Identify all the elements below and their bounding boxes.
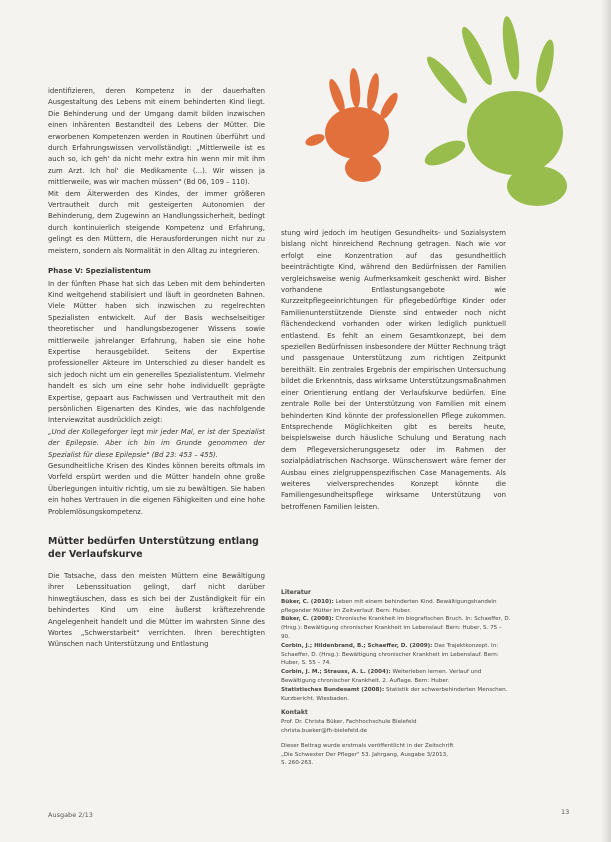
references-block <box>281 589 511 768</box>
section-heading: Mütter bedürfen Unterstützung entlang der Verlaufskurve <box>48 536 259 560</box>
phase5-heading: Phase V: Spezialistentum <box>48 266 151 276</box>
contact-title: Kontakt <box>281 709 308 717</box>
green-handprint <box>421 15 567 206</box>
reference-entry: Corbin, J.; Hildenbrand, B.; Schaeffer, D. (2009): Das Trajektkonzept. In: Schaeffer, D. (Hrsg.): Bewältigung chronischer Krankheit im Lebenslauf. Bern: Huber, S. 55 – 74. <box>281 642 499 667</box>
paper-edge-shadow <box>601 0 611 842</box>
body-paragraph: Gesundheitliche Krisen des Kindes können bereits oftmals im Vorfeld erspürt werden und die Mütter handeln ohne große Überlegungen intuitiv richtig, um sie zu bewältigen. Sie haben ein hohes Vertrauen in die eigenen Fähigkeiten und eine hohe Problemlösungskompetenz. <box>48 462 265 516</box>
interview-quote: „Und der Kollegeforger legt mir jeder Mal, er ist der Spezialist der Epilepsie. Aber ich bin im Grunde genommen der Spezialist für diese Epilepsie" (Bd 23: 453 – 455). <box>48 427 265 459</box>
contact-name: Prof. Dr. Christa Büker, Fachhochschule Bielefeld <box>281 719 417 726</box>
references-title: Literatur <box>281 589 311 596</box>
reference-entry: Büker, C. (2008): Chronische Krankheit im biografischen Bruch. In: Schaeffer, D. (Hrsg.): Bewältigung chronischer Krankheit im Lebenslauf. Bern: Huber, S. 75 – 90. <box>281 616 511 640</box>
issue-label: Ausgabe 2/13 <box>48 811 93 819</box>
handprints-illustration <box>305 8 605 213</box>
reference-entry: Büker, C. (2010): Leben mit einem behinderten Kind. Bewältigungshandeln pflegender Mütter im Zeitverlauf. Bern: Huber. <box>281 598 497 614</box>
reference-entry: Statistisches Bundesamt (2008): Statistik der schwerbehinderten Menschen. Kurzbericht. Wiesbaden. <box>281 686 508 702</box>
body-paragraph: identifizieren, deren Kompetenz in der dauerhaften Ausgestaltung des Lebens mit einem behinderten Kind liegt. Die Behinderung und der Umgang damit bilden inzwischen einen inhärenten Bestandteil des Lebens der Mütter. Die erworbenen Kompetenzen werden in Routinen überführt und durch Erfahrungswissen vervollständigt: „Mittlerweile ist es auch so, ich geh' da nicht mehr extra hin wenn mir mit ihm zum Arzt. Ich hol' die Medikamente (...). Wir wissen ja mittlerweile, was wir machen müssen" (Bd 06, 109 – 110). <box>48 87 265 187</box>
body-paragraph: stung wird jedoch im heutigen Gesundheits- und Sozialsystem bislang nicht hinreichend Rechnung getragen. Nach wie vor erfolgt eine Konzentration auf das gesundheitlich beeinträchtigte Kind, während den Bedürfnissen der Familien vergleichsweise wenig Aufmerksamkeit geschenkt wird. Bisher vorhandene Entlastungsangebote wie Kurzzeitpflegeeinrichtungen für pflegebedürftige Kinder oder Familienunterstützende Dienste sind entweder noch nicht flächendeckend vorhanden oder wirken lediglich punktuell entlastend. Es fehlt an einem Gesamtkonzept, bei dem speziellen Bedürfnissen insbesondere der Mütter Rechnung trägt und passgenaue Unterstützung zum richtigen Zeitpunkt bereithält. Ein zentrales Ergebnis der empirischen Untersuchung bildet die Erkenntnis, dass wirksame Unterstützungsmaßnahmen einer Orientierung entlang der Verlaufskurve bedürfen. Eine zentrale Rolle bei der Unterstützung von Familien mit einem behinderten Kind könnte der professionellen Pflege zukommen. Entsprechende Möglichkeiten gibt es bereits heute, beispielsweise durch häusliche Schulung und Beratung nach dem Pflegeversicherungsgesetz oder im Rahmen der sozialpädiatrischen Nachsorge. Wünschenswert wäre ferner der Ausbau eines zielgruppenspezifischen Case Managements. Als weiteres vielversprechendes Konzept könnte die Familiengesundheitspflege wirksame Unterstützung von betroffenen Familien leisten. <box>281 229 506 511</box>
body-paragraph: Die Tatsache, dass den meisten Müttern eine Bewältigung ihrer Lebenssituation gelingt, darf nicht darüber hinwegtäuschen, dass es sich bei der Zuständigkeit für ein behindertes Kind um eine äußerst kräftezehrende Angelegenheit handelt und die Mütter im wahrsten Sinne des Wortes „Schwerstarbeit" verrichten. Ihren berechtigten Wünschen nach Unterstützung und Entlastung <box>48 572 265 649</box>
contact-email[interactable]: christa.bueker@fh-bielefeld.de <box>281 727 368 734</box>
body-paragraph: Mit dem Älterwerden des Kindes, der immer größeren Vertrautheit durch mit gesteigerten Autonomien der Behinderung, dem Zugewinn an Handlungssicherheit, bedingt durch kontinuierlich steigende Kompetenz und Erfahrung, gelingt es den Müttern, die Herausforderungen nicht nur zu meistern, sondern als Normalität in den Alltag zu integrieren. <box>48 189 265 255</box>
body-paragraph: In der fünften Phase hat sich das Leben mit dem behinderten Kind weitgehend stabilisiert und läuft in geordneten Bahnen. Viele Mütter haben sich inzwischen zu regelrechten Spezialisten entwickelt. Auf der Basis wechselseitiger theoretischer und handlungsbezogener Wissens sowie mittlerweile jahrelanger Erfahrung, haben sie eine hohe Expertise herausgebildet. Seitens der Expertise professioneller Akteure im Unterschied zu dieser handelt es sich jedoch nicht um ein generelles Spezialistentum. Vielmehr handelt es sich um eine sehr hohe individuellt geprägte Expertise, gepaart aus Fachwissen und Vertrautheit mit den persönlichen Eigenarten des Kindes, wie das nachfolgende Interviewzitat ausdrücklich zeigt: <box>48 279 265 425</box>
publication-note: Dieser Beitrag wurde erstmals veröffentlicht in der Zeitschrift „Die Schwester Der Pfleger" 53. Jahrgang, Ausgabe 3/2013, S. 260-263. <box>281 742 454 767</box>
right-text-column <box>281 228 506 513</box>
reference-entry: Corbin, J. M.; Strauss, A. L. (2004): Weiterleben lernen. Verlauf und Bewältigung chronischer Krankheit. 2. Auflage. Bern: Huber. <box>281 669 482 684</box>
orange-handprint <box>305 68 401 182</box>
left-text-column <box>48 86 265 651</box>
page-number: 13 <box>561 808 570 816</box>
